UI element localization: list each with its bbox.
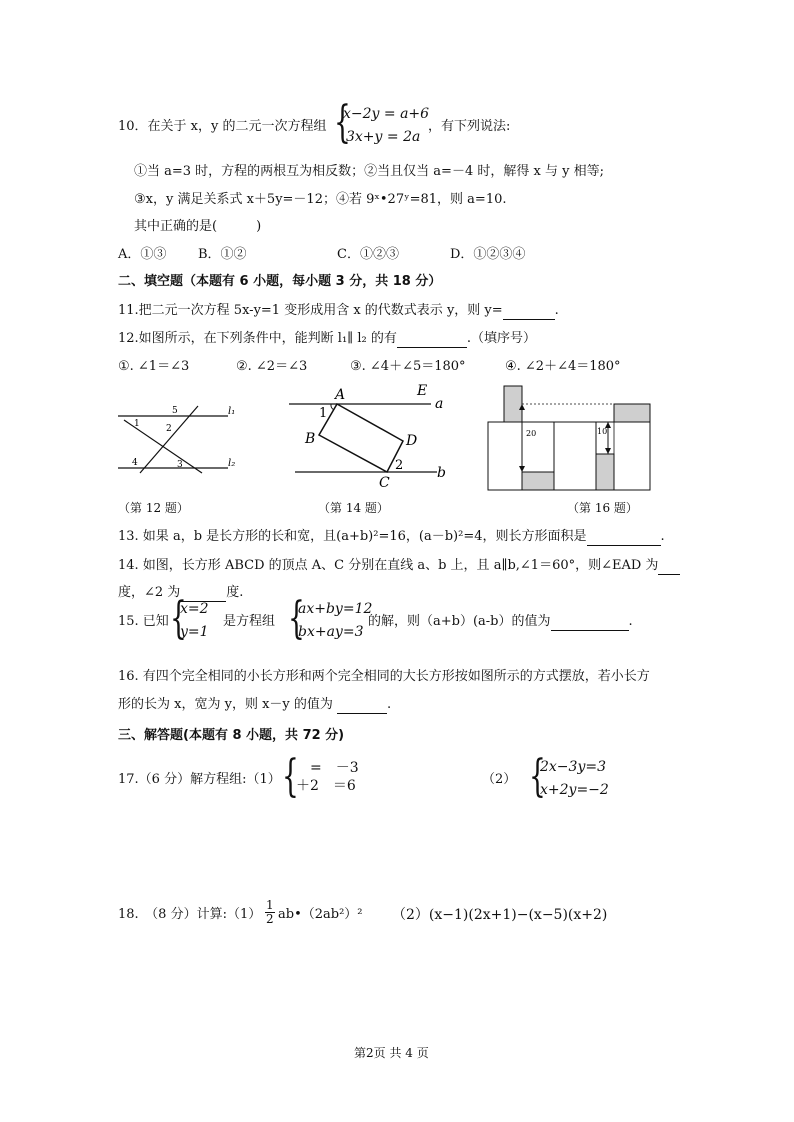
q12-option-1: ①. ∠1＝∠3	[118, 359, 190, 374]
fig14-label-A: A	[335, 387, 346, 403]
fig14-angle-2: 2	[395, 458, 404, 473]
q12-text: 12.如图所示，在下列条件中，能判断 l₁∥ l₂ 的有 .（填序号）	[118, 331, 536, 346]
fig16-caption: （第 16 题）	[567, 501, 638, 515]
q15-sys2-eq1: ax+by=12	[298, 601, 373, 617]
fig12-angle-4: 4	[132, 458, 138, 468]
q14-text-line1: 14. 如图，长方形 ABCD 的顶点 A、C 分别在直线 a、b 上，且 a∥b,∠1＝60°，则∠EAD 为	[118, 557, 680, 575]
q15-sys2-eq2: bx+ay=3	[298, 624, 364, 640]
q10-option-c: C．①②③	[337, 247, 399, 262]
q18-part2-expression: （2）(x−1)(2x+1)−(x−5)(x+2)	[392, 907, 608, 923]
q17-sys1-eq1: = －3	[296, 760, 359, 776]
figure-16	[484, 382, 654, 494]
fig14-angle-1: 1	[319, 406, 328, 421]
fig12-caption: （第 12 题）	[118, 501, 189, 515]
q11-text: 11.把二元一次方程 5x-y=1 变形成用含 x 的代数式表示 y，则 y= .	[118, 303, 559, 318]
fig14-label-E: E	[417, 383, 428, 399]
fig12-l2-label: l₂	[228, 458, 236, 469]
q16-text-line2: 形的长为 x，宽为 y，则 x－y 的值为 .	[118, 697, 392, 712]
fig14-line-b: b	[437, 465, 446, 481]
q15-blank	[551, 616, 629, 631]
q13-text: 13. 如果 a，b 是长方形的长和宽，且(a+b)²=16，(a－b)²=4，则长方形面积是 .	[118, 529, 665, 544]
q18-fraction-numerator: 1	[266, 898, 274, 912]
q12-option-4: ④. ∠2＋∠4＝180°	[505, 359, 621, 374]
q17-part2-label: （2）	[482, 772, 517, 787]
q10-option-a: A．①③	[118, 247, 167, 262]
q15-intro: 15. 已知	[118, 614, 169, 629]
q15-sys1-eq2: y=1	[180, 624, 209, 640]
q10-question: 其中正确的是( )	[134, 219, 262, 234]
figure-12	[110, 398, 250, 478]
q15-sys1-eq1: x=2	[180, 601, 209, 617]
q18-label: 18. （8 分）计算:（1）	[118, 907, 262, 922]
section-3-heading: 三、解答题(本题有 8 小题，共 72 分)	[118, 728, 345, 743]
fig16-height-20: 20	[526, 429, 537, 438]
q10-statement-2: ③x，y 满足关系式 x＋5y=－12；④若 9ˣ•27ʸ=81，则 a=10.	[134, 192, 507, 207]
section-2-heading: 二、填空题（本题有 6 小题，每小题 3 分，共 18 分）	[118, 274, 442, 289]
q16-blank	[337, 699, 387, 714]
q13-blank	[587, 531, 661, 546]
q11-blank	[503, 305, 555, 320]
q15-mid: 是方程组	[223, 614, 276, 629]
q10-eq1: x−2y = a+6	[343, 106, 430, 122]
q12-option-3: ③. ∠4＋∠5＝180°	[350, 359, 466, 374]
figure-14	[285, 380, 455, 490]
q10-option-b: B．①②	[198, 247, 247, 262]
q15-tail: 的解，则（a+b）(a-b）的值为 .	[368, 614, 633, 629]
q17-sys2-eq1: 2x−3y=3	[540, 759, 606, 775]
fig16-height-10: 10	[597, 427, 608, 436]
q15-brace-1: {	[170, 593, 187, 644]
q18-fraction	[265, 899, 275, 926]
fig14-line-a: a	[435, 396, 444, 412]
q15-brace-2: {	[288, 593, 305, 644]
fig12-angle-1: 1	[134, 419, 140, 429]
page-footer: 第2页 共 4 页	[354, 1046, 429, 1060]
q17-brace-1: {	[282, 751, 299, 802]
q18-part1-expression: ab•（2ab²）²	[278, 907, 363, 922]
q10-tail: ，有下列说法:	[428, 119, 511, 134]
q17-sys1-eq2: ＋2 ＝6	[296, 778, 356, 794]
q12-blank	[397, 333, 467, 348]
q16-text-line1: 16. 有四个完全相同的小长方形和两个完全相同的大长方形按如图所示的方式摆放，若小长方	[118, 669, 650, 684]
q12-option-2: ②. ∠2＝∠3	[236, 359, 308, 374]
fig14-label-D: D	[406, 433, 418, 449]
fig12-l1-label: l₁	[228, 406, 236, 417]
q17-sys2-eq2: x+2y=−2	[540, 782, 609, 798]
q18-fraction-denominator: 2	[266, 912, 274, 926]
fig12-angle-3: 3	[177, 460, 183, 470]
q17-brace-2: {	[529, 751, 546, 802]
q10-option-d: D．①②③④	[450, 247, 526, 262]
q14-blank-1	[658, 560, 680, 575]
fig14-caption: （第 14 题）	[318, 501, 389, 515]
fig12-angle-5: 5	[172, 406, 178, 416]
fig14-label-B: B	[305, 431, 316, 447]
q17-label: 17.（6 分）解方程组:（1）	[118, 772, 281, 787]
q10-brace: {	[334, 97, 351, 148]
q10-statement-1: ①当 a=3 时，方程的两根互为相反数；②当且仅当 a=－4 时，解得 x 与 y 相等;	[134, 164, 604, 179]
q10-eq2: 3x+y = 2a	[346, 129, 421, 145]
fig14-label-C: C	[379, 475, 390, 491]
q10-intro: 10．在关于 x，y 的二元一次方程组	[118, 119, 327, 134]
fig12-angle-2: 2	[166, 424, 172, 434]
q14-text-line2: 度，∠2 为 度.	[118, 585, 244, 600]
